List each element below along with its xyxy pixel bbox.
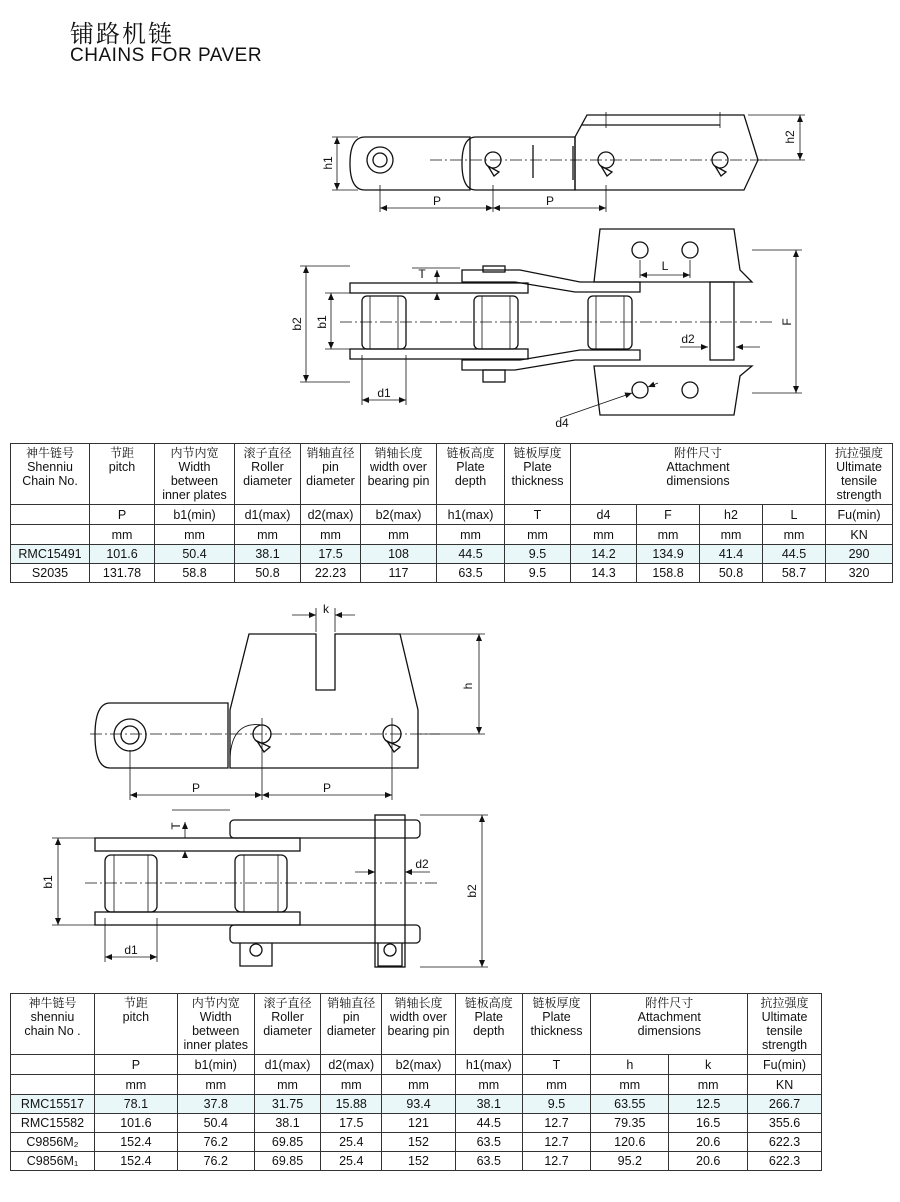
table-cell: 152 xyxy=(382,1152,456,1171)
table-row xyxy=(11,545,893,564)
symbol-cell: P xyxy=(90,505,155,525)
table-cell: 117 xyxy=(361,564,437,583)
table-cell: 9.5 xyxy=(505,564,571,583)
header-en: Shenniu xyxy=(27,460,73,474)
dim-l: L xyxy=(661,259,669,273)
table-cell: RMC15517 xyxy=(11,1095,95,1114)
table-cell: 14.2 xyxy=(571,545,637,564)
symbol-cell: b1(min) xyxy=(177,1055,254,1075)
dim-h: h xyxy=(461,682,475,690)
dim-p-1: P xyxy=(432,194,442,208)
header-cn: 链板高度 xyxy=(446,446,495,460)
dim-d2: d2 xyxy=(681,332,695,346)
header-en: bearing pin xyxy=(387,1024,450,1038)
header-cell xyxy=(11,994,95,1055)
header-cell xyxy=(177,994,254,1055)
symbol-cell: d1(max) xyxy=(254,1055,321,1075)
unit-cell xyxy=(11,525,90,545)
table-cell: 12.7 xyxy=(522,1152,591,1171)
dim-h2: h2 xyxy=(783,130,797,144)
table-cell: 31.75 xyxy=(254,1095,321,1114)
table-cell: 22.23 xyxy=(301,564,361,583)
spec-table-2-body xyxy=(11,994,822,1171)
dim-p-3: P xyxy=(191,781,201,795)
side-view-2 xyxy=(90,608,485,800)
dim-b2: b2 xyxy=(290,317,304,331)
header-en: Attachment xyxy=(666,460,730,474)
symbol-cell: h xyxy=(591,1055,669,1075)
symbols-row xyxy=(11,1055,822,1075)
header-row xyxy=(11,444,893,505)
symbol-cell: h1(max) xyxy=(455,1055,522,1075)
symbol-cell: P xyxy=(94,1055,177,1075)
header-cn: 节距 xyxy=(123,996,148,1010)
symbol-cell: d2(max) xyxy=(301,505,361,525)
symbol-cell: h1(max) xyxy=(437,505,505,525)
header-en: Ultimate xyxy=(761,1010,808,1024)
header-cell xyxy=(522,994,591,1055)
header-en: inner plates xyxy=(162,488,227,502)
header-en: chain No . xyxy=(24,1024,81,1038)
table-cell: 152.4 xyxy=(94,1152,177,1171)
table-row xyxy=(11,1095,822,1114)
table-cell: 38.1 xyxy=(455,1095,522,1114)
table-cell: 63.5 xyxy=(437,564,505,583)
header-en: thickness xyxy=(530,1024,583,1038)
header-cell xyxy=(11,444,90,505)
unit-cell: mm xyxy=(94,1075,177,1095)
header-cell xyxy=(94,994,177,1055)
header-en: Chain No. xyxy=(22,474,78,488)
dim-t-2: T xyxy=(169,822,183,830)
header-en: pin xyxy=(342,1010,360,1024)
header-en: pin xyxy=(322,460,339,474)
dim-b2-2: b2 xyxy=(465,884,479,898)
table-cell: 95.2 xyxy=(591,1152,669,1171)
drawing-1 xyxy=(0,100,900,440)
unit-cell: mm xyxy=(522,1075,591,1095)
table-cell: 12.7 xyxy=(522,1133,591,1152)
header-cn: 链板高度 xyxy=(464,996,513,1010)
symbol-cell: h2 xyxy=(700,505,763,525)
header-cell xyxy=(455,994,522,1055)
symbols-row xyxy=(11,505,893,525)
symbol-cell: L xyxy=(763,505,826,525)
header-en: between xyxy=(170,474,219,488)
header-en: diameter xyxy=(243,474,292,488)
spec-table-2 xyxy=(10,993,822,1171)
table-cell: 76.2 xyxy=(177,1133,254,1152)
header-en: Plate xyxy=(474,1010,503,1024)
header-cell xyxy=(748,994,822,1055)
header-en: width over xyxy=(370,460,427,474)
table-cell: 622.3 xyxy=(748,1152,822,1171)
header-cn: 附件尺寸 xyxy=(674,446,723,460)
table-row xyxy=(11,564,893,583)
table-cell: 9.5 xyxy=(522,1095,591,1114)
table-cell: 44.5 xyxy=(455,1114,522,1133)
table-cell: 101.6 xyxy=(94,1114,177,1133)
header-cn: 附件尺寸 xyxy=(645,996,694,1010)
header-en: between xyxy=(192,1024,240,1038)
table-cell: 50.4 xyxy=(177,1114,254,1133)
header-row xyxy=(11,994,822,1055)
table-cell: 134.9 xyxy=(637,545,700,564)
table-cell: 44.5 xyxy=(763,545,826,564)
header-en: dimensions xyxy=(637,1024,701,1038)
table-cell: 12.7 xyxy=(522,1114,591,1133)
table-cell: 290 xyxy=(826,545,893,564)
unit-cell: mm xyxy=(155,525,235,545)
header-en: tensile xyxy=(840,474,878,488)
symbol-cell: b2(max) xyxy=(382,1055,456,1075)
symbol-cell xyxy=(11,505,90,525)
dim-t: T xyxy=(418,267,426,281)
symbol-cell: b2(max) xyxy=(361,505,437,525)
unit-cell: mm xyxy=(235,525,301,545)
page-title-en: CHAINS FOR PAVER xyxy=(70,45,263,66)
header-cn: 销轴长度 xyxy=(374,446,423,460)
symbol-cell: d1(max) xyxy=(235,505,301,525)
header-cell xyxy=(571,444,826,505)
page-title-cn: 铺路机链 xyxy=(70,20,174,48)
dim-d2-2: d2 xyxy=(415,857,429,871)
header-cn: 销轴直径 xyxy=(327,996,376,1010)
symbol-cell: T xyxy=(505,505,571,525)
unit-cell: mm xyxy=(90,525,155,545)
spec-table-1 xyxy=(10,443,893,583)
table-cell: 20.6 xyxy=(669,1133,748,1152)
symbol-cell: Fu(min) xyxy=(826,505,893,525)
header-cell xyxy=(254,994,321,1055)
table-cell: 63.5 xyxy=(455,1133,522,1152)
table-cell: 131.78 xyxy=(90,564,155,583)
top-view-2 xyxy=(52,810,488,967)
unit-cell: mm xyxy=(571,525,637,545)
header-en: Roller xyxy=(251,460,284,474)
symbol-cell xyxy=(11,1055,95,1075)
table-cell: 44.5 xyxy=(437,545,505,564)
table-cell: 38.1 xyxy=(235,545,301,564)
dim-d1: d1 xyxy=(377,386,391,400)
unit-cell: KN xyxy=(826,525,893,545)
unit-cell: mm xyxy=(669,1075,748,1095)
header-en: width over xyxy=(389,1010,447,1024)
header-cell xyxy=(90,444,155,505)
dim-b1-2: b1 xyxy=(41,875,55,889)
table-cell: 69.85 xyxy=(254,1152,321,1171)
header-cn: 链板厚度 xyxy=(532,996,581,1010)
table-cell: 58.8 xyxy=(155,564,235,583)
symbol-cell: Fu(min) xyxy=(748,1055,822,1075)
table-cell: S2035 xyxy=(11,564,90,583)
header-en: Plate xyxy=(456,460,485,474)
header-cell xyxy=(235,444,301,505)
header-cell xyxy=(505,444,571,505)
header-en: dimensions xyxy=(666,474,730,488)
header-en: strength xyxy=(761,1038,808,1052)
unit-cell: mm xyxy=(254,1075,321,1095)
header-cell xyxy=(826,444,893,505)
table-cell: 158.8 xyxy=(637,564,700,583)
table-cell: 41.4 xyxy=(700,545,763,564)
symbol-cell: T xyxy=(522,1055,591,1075)
header-en: Plate xyxy=(523,460,552,474)
unit-cell: mm xyxy=(763,525,826,545)
header-en: bearing pin xyxy=(367,474,430,488)
unit-cell: mm xyxy=(321,1075,382,1095)
table-row xyxy=(11,1114,822,1133)
table-cell: 12.5 xyxy=(669,1095,748,1114)
dim-h1: h1 xyxy=(321,156,335,170)
side-view-1 xyxy=(332,112,805,212)
table-cell: 15.88 xyxy=(321,1095,382,1114)
header-cell xyxy=(591,994,748,1055)
table-cell: 25.4 xyxy=(321,1152,382,1171)
header-en: Width xyxy=(178,460,211,474)
header-en: diameter xyxy=(306,474,355,488)
unit-cell: mm xyxy=(637,525,700,545)
table-cell: 152 xyxy=(382,1133,456,1152)
header-en: shenniu xyxy=(30,1010,75,1024)
symbol-cell: d2(max) xyxy=(321,1055,382,1075)
unit-cell: KN xyxy=(748,1075,822,1095)
header-en: Plate xyxy=(542,1010,571,1024)
table-cell: 25.4 xyxy=(321,1133,382,1152)
header-en: depth xyxy=(454,474,487,488)
symbol-cell: d4 xyxy=(571,505,637,525)
table-cell: C9856M₂ xyxy=(11,1133,95,1152)
table-cell: 50.8 xyxy=(700,564,763,583)
table-cell: 78.1 xyxy=(94,1095,177,1114)
header-en: tensile xyxy=(766,1024,803,1038)
header-en: depth xyxy=(473,1024,505,1038)
header-cell xyxy=(321,994,382,1055)
header-en: pitch xyxy=(122,1010,150,1024)
table-cell: 320 xyxy=(826,564,893,583)
header-cn: 销轴长度 xyxy=(394,996,443,1010)
table-cell: 14.3 xyxy=(571,564,637,583)
header-cell xyxy=(361,444,437,505)
units-row xyxy=(11,1075,822,1095)
symbol-cell: b1(min) xyxy=(155,505,235,525)
header-en: thickness xyxy=(511,474,564,488)
table-cell: 20.6 xyxy=(669,1152,748,1171)
table-cell: RMC15582 xyxy=(11,1114,95,1133)
table-cell: 69.85 xyxy=(254,1133,321,1152)
header-en: pitch xyxy=(108,460,136,474)
table-row xyxy=(11,1152,822,1171)
table-cell: 9.5 xyxy=(505,545,571,564)
table-cell: C9856M₁ xyxy=(11,1152,95,1171)
table-cell: 355.6 xyxy=(748,1114,822,1133)
unit-cell: mm xyxy=(382,1075,456,1095)
table-cell: 76.2 xyxy=(177,1152,254,1171)
header-cn: 销轴直径 xyxy=(306,446,355,460)
header-cn: 链板厚度 xyxy=(513,446,562,460)
spec-table-1-body xyxy=(11,444,893,583)
unit-cell: mm xyxy=(361,525,437,545)
table-cell: 58.7 xyxy=(763,564,826,583)
table-cell: 38.1 xyxy=(254,1114,321,1133)
unit-cell: mm xyxy=(505,525,571,545)
dim-k: k xyxy=(323,602,329,616)
header-en: Ultimate xyxy=(836,460,882,474)
unit-cell: mm xyxy=(591,1075,669,1095)
unit-cell: mm xyxy=(177,1075,254,1095)
table-cell: 108 xyxy=(361,545,437,564)
drawing-2 xyxy=(0,600,900,990)
header-cell xyxy=(155,444,235,505)
header-en: diameter xyxy=(263,1024,312,1038)
table-cell: RMC15491 xyxy=(11,545,90,564)
table-cell: 17.5 xyxy=(321,1114,382,1133)
unit-cell: mm xyxy=(437,525,505,545)
table-cell: 93.4 xyxy=(382,1095,456,1114)
table-cell: 120.6 xyxy=(591,1133,669,1152)
header-en: Attachment xyxy=(637,1010,701,1024)
table-cell: 101.6 xyxy=(90,545,155,564)
table-cell: 50.8 xyxy=(235,564,301,583)
header-cn: 滚子直径 xyxy=(243,446,292,460)
header-cn: 神牛链号 xyxy=(25,446,74,460)
units-row xyxy=(11,525,893,545)
header-en: inner plates xyxy=(183,1038,249,1052)
header-cn: 抗拉强度 xyxy=(760,996,809,1010)
header-cn: 神牛链号 xyxy=(28,996,77,1010)
dim-p-4: P xyxy=(322,781,332,795)
dim-d1-2: d1 xyxy=(124,943,138,957)
table-cell: 37.8 xyxy=(177,1095,254,1114)
table-cell: 152.4 xyxy=(94,1133,177,1152)
header-cell xyxy=(301,444,361,505)
unit-cell: mm xyxy=(455,1075,522,1095)
dim-d4: d4 xyxy=(555,416,569,430)
table-cell: 622.3 xyxy=(748,1133,822,1152)
header-cn: 内节内宽 xyxy=(170,446,219,460)
unit-cell xyxy=(11,1075,95,1095)
dim-b1: b1 xyxy=(315,315,329,329)
header-en: Width xyxy=(199,1010,232,1024)
header-cn: 内节内宽 xyxy=(191,996,240,1010)
table-cell: 121 xyxy=(382,1114,456,1133)
dim-f: F xyxy=(780,318,794,326)
dim-p-2: P xyxy=(545,194,555,208)
table-cell: 266.7 xyxy=(748,1095,822,1114)
header-cn: 节距 xyxy=(109,446,134,460)
table-cell: 16.5 xyxy=(669,1114,748,1133)
unit-cell: mm xyxy=(301,525,361,545)
header-en: Roller xyxy=(271,1010,304,1024)
symbol-cell: F xyxy=(637,505,700,525)
table-cell: 17.5 xyxy=(301,545,361,564)
header-cell xyxy=(382,994,456,1055)
table-cell: 63.5 xyxy=(455,1152,522,1171)
header-cell xyxy=(437,444,505,505)
symbol-cell: k xyxy=(669,1055,748,1075)
unit-cell: mm xyxy=(700,525,763,545)
header-en: strength xyxy=(836,488,882,502)
table-cell: 79.35 xyxy=(591,1114,669,1133)
table-cell: 63.55 xyxy=(591,1095,669,1114)
table-row xyxy=(11,1133,822,1152)
table-cell: 50.4 xyxy=(155,545,235,564)
header-cn: 抗拉强度 xyxy=(835,446,884,460)
header-cn: 滚子直径 xyxy=(263,996,312,1010)
top-view-1 xyxy=(300,229,802,418)
header-en: diameter xyxy=(326,1024,376,1038)
